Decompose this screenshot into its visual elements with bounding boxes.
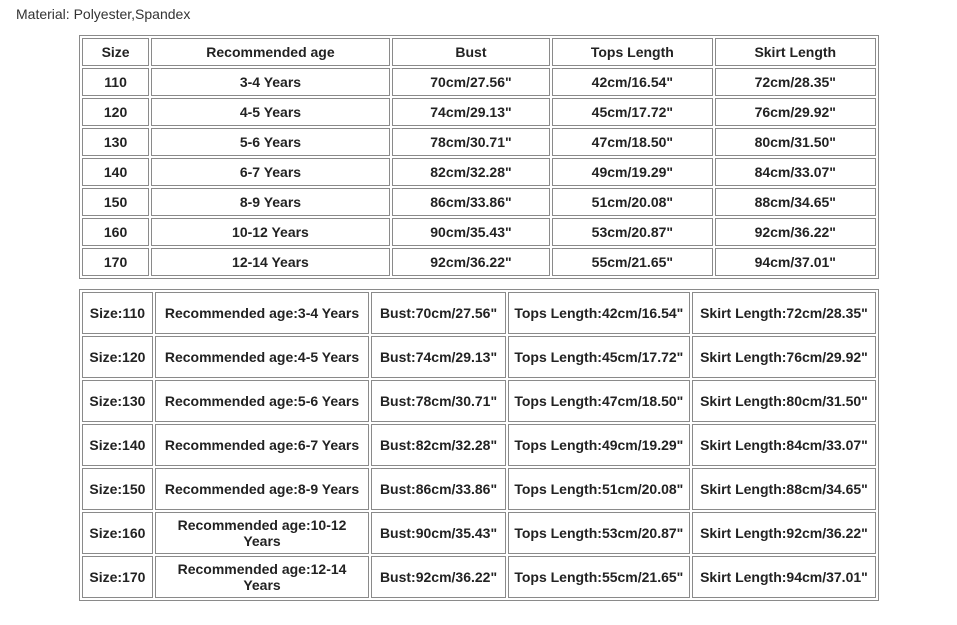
table-row: [82, 98, 876, 126]
column-header: Bust: [392, 38, 550, 66]
table-cell: 47cm/18.50": [552, 128, 712, 156]
table-cell: Bust:92cm/36.22": [371, 556, 506, 598]
table-row: [82, 336, 876, 378]
table-cell: Tops Length:42cm/16.54": [508, 292, 690, 334]
column-header: Size: [82, 38, 149, 66]
table-cell: Tops Length:55cm/21.65": [508, 556, 690, 598]
material-line: Material: Polyester,Spandex: [16, 6, 191, 22]
table-row: [82, 556, 876, 598]
table-cell: 120: [82, 98, 149, 126]
table-row: [82, 158, 876, 186]
table-cell: 4-5 Years: [151, 98, 390, 126]
size-detail-table: [79, 289, 879, 601]
table-row: [82, 424, 876, 466]
table-cell: 10-12 Years: [151, 218, 390, 246]
table-cell: 80cm/31.50": [715, 128, 876, 156]
table-cell: Recommended age:6-7 Years: [155, 424, 369, 466]
table-cell: 72cm/28.35": [715, 68, 876, 96]
table-cell: 5-6 Years: [151, 128, 390, 156]
column-header: Tops Length: [552, 38, 712, 66]
table-cell: 90cm/35.43": [392, 218, 550, 246]
table-cell: Size:160: [82, 512, 153, 554]
table-row: [82, 468, 876, 510]
table-cell: Skirt Length:84cm/33.07": [692, 424, 876, 466]
table-cell: 53cm/20.87": [552, 218, 712, 246]
table-row: [82, 248, 876, 276]
table-cell: 86cm/33.86": [392, 188, 550, 216]
table-cell: Size:140: [82, 424, 153, 466]
table-cell: 55cm/21.65": [552, 248, 712, 276]
table-cell: 3-4 Years: [151, 68, 390, 96]
table-cell: Tops Length:45cm/17.72": [508, 336, 690, 378]
table-row: [82, 188, 876, 216]
table-cell: 160: [82, 218, 149, 246]
table-cell: 78cm/30.71": [392, 128, 550, 156]
table-cell: Size:130: [82, 380, 153, 422]
table-cell: Skirt Length:88cm/34.65": [692, 468, 876, 510]
table-cell: 94cm/37.01": [715, 248, 876, 276]
table-cell: Tops Length:51cm/20.08": [508, 468, 690, 510]
table-cell: 130: [82, 128, 149, 156]
table-cell: Skirt Length:80cm/31.50": [692, 380, 876, 422]
table-cell: 49cm/19.29": [552, 158, 712, 186]
table-cell: Recommended age:12-14 Years: [155, 556, 369, 598]
table-cell: Size:170: [82, 556, 153, 598]
table-cell: Tops Length:49cm/19.29": [508, 424, 690, 466]
table-row: [82, 512, 876, 554]
table-cell: Bust:90cm/35.43": [371, 512, 506, 554]
table-cell: 76cm/29.92": [715, 98, 876, 126]
table-cell: 74cm/29.13": [392, 98, 550, 126]
table-row: [82, 218, 876, 246]
size-chart-table: [79, 35, 879, 279]
table-cell: 84cm/33.07": [715, 158, 876, 186]
table-cell: 92cm/36.22": [715, 218, 876, 246]
table-cell: 110: [82, 68, 149, 96]
table-cell: 6-7 Years: [151, 158, 390, 186]
table-cell: Bust:78cm/30.71": [371, 380, 506, 422]
table-cell: Tops Length:53cm/20.87": [508, 512, 690, 554]
table-cell: 150: [82, 188, 149, 216]
table-cell: 12-14 Years: [151, 248, 390, 276]
column-header: Skirt Length: [715, 38, 876, 66]
table-header-row: [82, 38, 876, 66]
table-cell: 140: [82, 158, 149, 186]
table-cell: Recommended age:8-9 Years: [155, 468, 369, 510]
column-header: Recommended age: [151, 38, 390, 66]
table-cell: Skirt Length:76cm/29.92": [692, 336, 876, 378]
table-cell: Skirt Length:72cm/28.35": [692, 292, 876, 334]
table-cell: 45cm/17.72": [552, 98, 712, 126]
table-cell: 82cm/32.28": [392, 158, 550, 186]
table-cell: 42cm/16.54": [552, 68, 712, 96]
table-cell: Tops Length:47cm/18.50": [508, 380, 690, 422]
table-cell: Bust:70cm/27.56": [371, 292, 506, 334]
table-cell: Recommended age:5-6 Years: [155, 380, 369, 422]
table-cell: 92cm/36.22": [392, 248, 550, 276]
table-row: [82, 380, 876, 422]
table-cell: Size:110: [82, 292, 153, 334]
table-cell: 51cm/20.08": [552, 188, 712, 216]
table-row: [82, 68, 876, 96]
table-row: [82, 128, 876, 156]
table-cell: Size:120: [82, 336, 153, 378]
table-cell: Bust:82cm/32.28": [371, 424, 506, 466]
table-cell: Size:150: [82, 468, 153, 510]
table-row: [82, 292, 876, 334]
table-cell: 70cm/27.56": [392, 68, 550, 96]
table-cell: Recommended age:3-4 Years: [155, 292, 369, 334]
table-cell: Bust:74cm/29.13": [371, 336, 506, 378]
table-cell: Recommended age:4-5 Years: [155, 336, 369, 378]
table-cell: Skirt Length:94cm/37.01": [692, 556, 876, 598]
table-cell: 170: [82, 248, 149, 276]
table-cell: 8-9 Years: [151, 188, 390, 216]
table-cell: Recommended age:10-12 Years: [155, 512, 369, 554]
table-cell: Skirt Length:92cm/36.22": [692, 512, 876, 554]
table-cell: 88cm/34.65": [715, 188, 876, 216]
table-cell: Bust:86cm/33.86": [371, 468, 506, 510]
